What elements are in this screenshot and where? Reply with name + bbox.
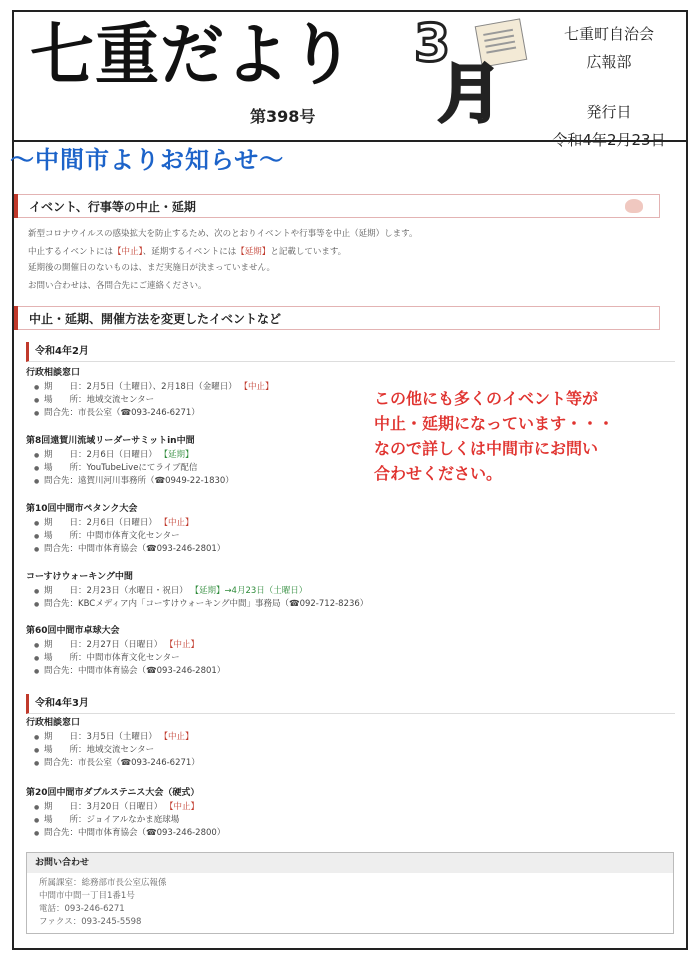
event-contact: ● 問合先：KBCメディア内「コーすけウォーキング中間」事務局（☎092-712-8236）	[26, 598, 666, 611]
event-block	[26, 502, 446, 556]
event-date: ● 期 日：3月5日（土曜日） 【中止】	[26, 731, 446, 744]
note-line: なので詳しくは中間市にお問い	[374, 439, 599, 458]
event-block	[26, 716, 446, 770]
event-place: ● 場 所：中間市体育文化センター	[26, 530, 446, 543]
event-date: ● 期 日：2月6日（日曜日） 【延期】	[26, 449, 446, 462]
month-kanji: 月	[438, 58, 502, 132]
intro-line: お問い合わせは、各問合先にご連絡ください。	[28, 281, 207, 291]
event-date: ● 期 日：2月6日（日曜日） 【中止】	[26, 517, 446, 530]
event-place: ● 場 所：YouTubeLiveにてライブ配信	[26, 462, 446, 475]
month-number: 3	[414, 14, 451, 74]
contact-line: ファクス：093-245-5598	[39, 917, 142, 927]
contact-box	[26, 852, 674, 934]
event-date: ● 期 日：3月20日（日曜日） 【中止】	[26, 801, 446, 814]
issue-number: 第398号	[250, 107, 316, 126]
event-date: ● 期 日：2月23日（水曜日・祝日） 【延期】→4月23日（土曜日）	[26, 585, 666, 598]
note-line: 合わせください。	[374, 464, 503, 483]
department: 広報部	[586, 53, 632, 71]
published-label: 発行日	[586, 103, 632, 121]
intro-line: 新型コロナウイルスの感染拡大を防止するため、次のとおりイベントや行事等を中止（延期）します。	[28, 229, 418, 239]
event-title: 行政相談窓口	[26, 718, 81, 728]
section-bar-cancellations	[14, 194, 660, 218]
event-place: ● 場 所：地域交流センター	[26, 394, 446, 407]
note-line: この他にも多くのイベント等が	[374, 389, 599, 408]
contact-line: 所属課室：総務部市長公室広報係	[39, 878, 167, 888]
event-contact: ● 問合先：中間市体育協会（☎093-246-2800）	[26, 827, 446, 840]
headline: 〜中間市よりお知らせ〜	[10, 146, 285, 174]
intro-line: 中止するイベントには【中止】、延期するイベントには【延期】と記載しています。	[28, 247, 347, 257]
event-contact: ● 問合先：遠賀川河川事務所（☎0949-22-1830）	[26, 475, 446, 488]
section-title: イベント、行事等の中止・延期	[29, 200, 196, 214]
section-bar-events	[14, 306, 660, 330]
event-date: ● 期 日：2月27日（日曜日） 【中止】	[26, 639, 446, 652]
event-block	[26, 624, 446, 678]
event-contact: ● 問合先：市長公室（☎093-246-6271）	[26, 407, 446, 420]
newsletter-title: 七重だより	[30, 17, 355, 95]
published-date: 令和4年2月23日	[552, 131, 666, 149]
section-title: 中止・延期、開催方法を変更したイベントなど	[29, 312, 282, 326]
event-title: 第20回中間市ダブルステニス大会（硬式）	[26, 788, 200, 798]
contact-lines	[27, 873, 673, 929]
contact-title: お問い合わせ	[27, 853, 673, 873]
event-contact: ● 問合先：市長公室（☎093-246-6271）	[26, 757, 446, 770]
event-place: ● 場 所：中間市体育文化センター	[26, 652, 446, 665]
event-place: ● 場 所：ジョイアルなかま庭球場	[26, 814, 446, 827]
event-title: コーすけウォーキング中間	[26, 572, 133, 582]
era-heading-feb: 令和4年2月	[26, 342, 675, 362]
intro-text	[28, 226, 668, 294]
event-block	[26, 570, 666, 611]
org-name: 七重町自治会	[563, 25, 654, 43]
publisher-info	[544, 20, 674, 154]
event-block	[26, 786, 446, 840]
note-line: 中止・延期になっています・・・	[374, 414, 615, 433]
masthead	[14, 12, 686, 149]
intro-line: 延期後の開催日のないものは、まだ実施日が決まっていません。	[28, 263, 276, 273]
event-title: 行政相談窓口	[26, 368, 81, 378]
event-date: ● 期 日：2月5日（土曜日）、2月18日（金曜日） 【中止】	[26, 381, 446, 394]
contact-line: 中間市中間一丁目1番1号	[39, 891, 135, 901]
event-title: 第10回中間市ペタンク大会	[26, 504, 138, 514]
contact-line: 電話：093-246-6271	[39, 904, 125, 914]
event-contact: ● 問合先：中間市体育協会（☎093-246-2801）	[26, 665, 446, 678]
handwritten-note	[374, 386, 674, 486]
event-place: ● 場 所：地域交流センター	[26, 744, 446, 757]
event-contact: ● 問合先：中間市体育協会（☎093-246-2801）	[26, 543, 446, 556]
era-heading-mar: 令和4年3月	[26, 694, 675, 714]
flower-icon	[625, 199, 643, 213]
event-title: 第8回遠賀川流域リーダーサミットin中間	[26, 436, 195, 446]
event-title: 第60回中間市卓球大会	[26, 626, 120, 636]
